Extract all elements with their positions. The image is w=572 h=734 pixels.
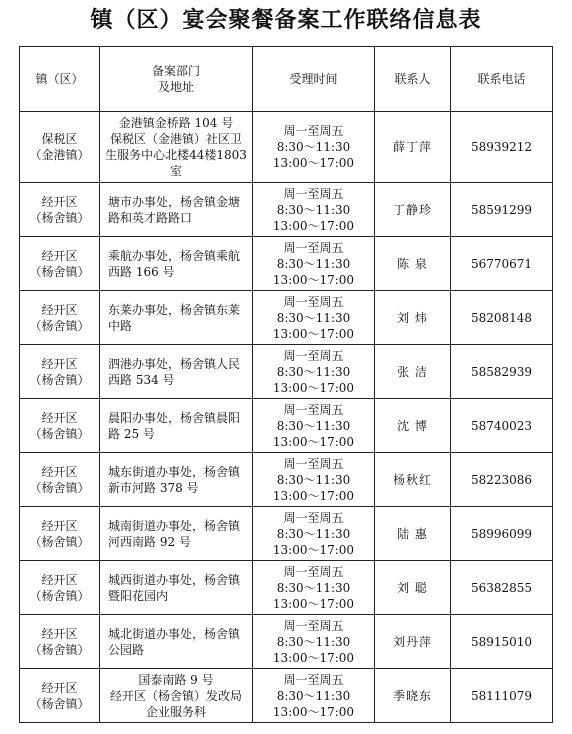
town-name: 经开区 — [41, 680, 78, 695]
phone-cell — [451, 399, 553, 453]
department-address-cell — [100, 112, 253, 183]
hours-line: 13:00～17:00 — [272, 650, 355, 665]
address-line: 公园路 — [108, 642, 145, 657]
hours-line: 8:30～11:30 — [276, 526, 351, 541]
table-row — [20, 507, 553, 561]
phone-number: 58996099 — [470, 526, 533, 541]
town-cell — [20, 237, 100, 291]
table-row — [20, 345, 553, 399]
header-department: 备案部门 及地址 — [100, 47, 253, 112]
phone-number: 58740023 — [470, 418, 533, 433]
phone-cell — [451, 183, 553, 237]
contact-cell — [375, 615, 451, 669]
department-address-cell — [100, 507, 253, 561]
hours-line: 8:30～11:30 — [276, 418, 351, 433]
contact-cell — [375, 507, 451, 561]
town-cell — [20, 112, 100, 183]
hours-line: 周一至周五 — [283, 240, 344, 255]
phone-number: 58582939 — [470, 364, 533, 379]
address-line: 晨阳办事处，杨舍镇晨阳 — [108, 410, 241, 425]
address-line: 塘市办事处，杨舍镇金塘 — [108, 194, 241, 209]
hours-cell — [253, 112, 375, 183]
contact-name: 张 洁 — [397, 364, 428, 379]
department-address-cell — [100, 183, 253, 237]
town-subname: （杨舍镇） — [29, 210, 90, 225]
hours-line: 13:00～17:00 — [272, 272, 355, 287]
town-subname: （杨舍镇） — [29, 642, 90, 657]
hours-line: 周一至周五 — [283, 672, 344, 687]
hours-cell — [253, 507, 375, 561]
table-row — [20, 291, 553, 345]
contact-name: 刘丹萍 — [392, 634, 432, 649]
hours-line: 13:00～17:00 — [272, 380, 355, 395]
hours-cell — [253, 237, 375, 291]
town-cell — [20, 615, 100, 669]
hours-cell — [253, 399, 375, 453]
contact-cell — [375, 399, 451, 453]
contact-name: 刘 炜 — [397, 310, 428, 325]
table-row — [20, 237, 553, 291]
hours-cell — [253, 345, 375, 399]
town-cell — [20, 183, 100, 237]
phone-number: 58939212 — [470, 140, 533, 154]
contact-name: 季晓东 — [392, 688, 432, 703]
hours-cell — [253, 183, 375, 237]
table-row — [20, 453, 553, 507]
address-line: 室 — [169, 164, 182, 178]
town-subname: （杨舍镇） — [29, 480, 90, 495]
hours-line: 周一至周五 — [283, 564, 344, 579]
town-cell — [20, 399, 100, 453]
page-title: 镇（区）宴会聚餐备案工作联络信息表 — [90, 8, 482, 33]
phone-cell — [451, 345, 553, 399]
phone-cell — [451, 112, 553, 183]
town-subname: （杨舍镇） — [29, 318, 90, 333]
town-name: 经开区 — [41, 194, 78, 209]
phone-number: 58208148 — [470, 310, 533, 325]
address-line: 路 25 号 — [108, 426, 155, 441]
table-row — [20, 561, 553, 615]
contact-cell — [375, 453, 451, 507]
address-line: 东莱办事处，杨舍镇东莱 — [108, 302, 241, 317]
header-contact: 联系人 — [375, 47, 451, 112]
phone-cell — [451, 237, 553, 291]
town-subname: （金港镇） — [29, 148, 90, 162]
town-cell — [20, 291, 100, 345]
contact-cell — [375, 345, 451, 399]
hours-line: 8:30～11:30 — [276, 688, 351, 703]
address-line: 河西南路 92 号 — [108, 534, 191, 549]
department-address-cell — [100, 615, 253, 669]
hours-line: 13:00～17:00 — [272, 156, 355, 170]
town-name: 经开区 — [41, 410, 78, 425]
hours-cell — [253, 453, 375, 507]
town-cell — [20, 453, 100, 507]
phone-number: 58111079 — [470, 688, 533, 703]
hours-line: 周一至周五 — [283, 618, 344, 633]
address-line: 路和英才路路口 — [108, 210, 193, 225]
town-name: 经开区 — [41, 626, 78, 641]
phone-number: 58223086 — [470, 472, 533, 487]
phone-cell — [451, 669, 553, 723]
hours-line: 周一至周五 — [283, 348, 344, 363]
town-subname: （杨舍镇） — [29, 264, 90, 279]
contact-info-table — [19, 46, 553, 723]
address-line: 西路 534 号 — [108, 372, 175, 387]
contact-name: 陈 泉 — [397, 256, 428, 271]
hours-line: 13:00～17:00 — [272, 596, 355, 611]
town-cell — [20, 507, 100, 561]
address-line: 企业服务科 — [145, 704, 206, 719]
contact-name: 丁静珍 — [392, 202, 432, 217]
department-address-cell — [100, 345, 253, 399]
address-line: 新市河路 378 号 — [108, 480, 199, 495]
address-line: 暨阳花园内 — [108, 588, 169, 603]
table-row — [20, 399, 553, 453]
phone-cell — [451, 291, 553, 345]
hours-line: 8:30～11:30 — [276, 364, 351, 379]
hours-line: 8:30～11:30 — [276, 310, 351, 325]
hours-line: 8:30～11:30 — [276, 472, 351, 487]
town-cell — [20, 561, 100, 615]
phone-number: 58591299 — [470, 202, 533, 217]
hours-line: 13:00～17:00 — [272, 326, 355, 341]
hours-line: 8:30～11:30 — [276, 580, 351, 595]
department-address-cell — [100, 399, 253, 453]
hours-cell — [253, 669, 375, 723]
contact-name: 陆 惠 — [397, 526, 428, 541]
hours-line: 13:00～17:00 — [272, 704, 355, 719]
hours-line: 13:00～17:00 — [272, 434, 355, 449]
hours-line: 13:00～17:00 — [272, 218, 355, 233]
contact-cell — [375, 183, 451, 237]
address-line: 泗港办事处，杨舍镇人民 — [108, 356, 241, 371]
hours-line: 8:30～11:30 — [276, 202, 351, 217]
town-subname: （杨舍镇） — [29, 588, 90, 603]
contact-cell — [375, 291, 451, 345]
phone-number: 56770671 — [470, 256, 533, 271]
hours-line: 8:30～11:30 — [276, 256, 351, 271]
header-town: 镇（区） — [20, 47, 100, 112]
hours-line: 周一至周五 — [283, 402, 344, 417]
contact-cell — [375, 237, 451, 291]
phone-number: 56382855 — [470, 580, 533, 595]
town-name: 经开区 — [41, 356, 78, 371]
contact-name: 薛丁萍 — [392, 140, 432, 154]
town-subname: （杨舍镇） — [29, 426, 90, 441]
town-name: 经开区 — [41, 302, 78, 317]
town-cell — [20, 345, 100, 399]
town-name: 经开区 — [41, 518, 78, 533]
address-line: 生服务中心北楼44楼1803 — [105, 148, 247, 162]
department-address-cell — [100, 669, 253, 723]
address-line: 西路 166 号 — [108, 264, 175, 279]
contact-cell — [375, 669, 451, 723]
header-hours: 受理时间 — [253, 47, 375, 112]
table-header-row — [20, 47, 553, 112]
town-name: 经开区 — [41, 464, 78, 479]
department-address-cell — [100, 561, 253, 615]
department-address-cell — [100, 291, 253, 345]
address-line: 经开区（杨舍镇）发改局 — [109, 688, 242, 703]
hours-line: 13:00～17:00 — [272, 488, 355, 503]
address-line: 保税区（金港镇）社区卫 — [109, 132, 242, 146]
hours-line: 周一至周五 — [283, 456, 344, 471]
hours-line: 8:30～11:30 — [276, 634, 351, 649]
address-line: 城东街道办事处，杨舍镇 — [108, 464, 241, 479]
address-line: 城南街道办事处，杨舍镇 — [108, 518, 241, 533]
table-row — [20, 183, 553, 237]
phone-cell — [451, 615, 553, 669]
address-line: 城北街道办事处，杨舍镇 — [108, 626, 241, 641]
hours-cell — [253, 615, 375, 669]
contact-name: 杨秋红 — [392, 472, 432, 487]
town-name: 经开区 — [41, 248, 78, 263]
address-line: 城西街道办事处，杨舍镇 — [108, 572, 241, 587]
town-subname: （杨舍镇） — [29, 534, 90, 549]
town-name: 保税区 — [41, 132, 78, 146]
town-cell — [20, 669, 100, 723]
address-line: 中路 — [108, 318, 133, 333]
hours-cell — [253, 291, 375, 345]
table-row — [20, 615, 553, 669]
town-name: 经开区 — [41, 572, 78, 587]
table-row — [20, 112, 553, 183]
contact-name: 沈 博 — [397, 418, 428, 433]
address-line: 乘航办事处，杨舍镇乘航 — [108, 248, 241, 263]
department-address-cell — [100, 237, 253, 291]
phone-cell — [451, 453, 553, 507]
phone-cell — [451, 561, 553, 615]
hours-line: 8:30～11:30 — [276, 140, 351, 154]
contact-cell — [375, 112, 451, 183]
town-subname: （杨舍镇） — [29, 696, 90, 711]
contact-cell — [375, 561, 451, 615]
hours-line: 13:00～17:00 — [272, 542, 355, 557]
town-subname: （杨舍镇） — [29, 372, 90, 387]
hours-line: 周一至周五 — [283, 186, 344, 201]
address-line: 国泰南路 9 号 — [138, 672, 214, 687]
phone-cell — [451, 507, 553, 561]
department-address-cell — [100, 453, 253, 507]
hours-cell — [253, 561, 375, 615]
header-phone: 联系电话 — [451, 47, 553, 112]
hours-line: 周一至周五 — [283, 294, 344, 309]
table-row — [20, 669, 553, 723]
address-line: 金港镇金桥路 104 号 — [118, 116, 234, 130]
hours-line: 周一至周五 — [283, 510, 344, 525]
phone-number: 58915010 — [470, 634, 533, 649]
hours-line: 周一至周五 — [283, 124, 344, 138]
contact-name: 刘 聪 — [397, 580, 428, 595]
